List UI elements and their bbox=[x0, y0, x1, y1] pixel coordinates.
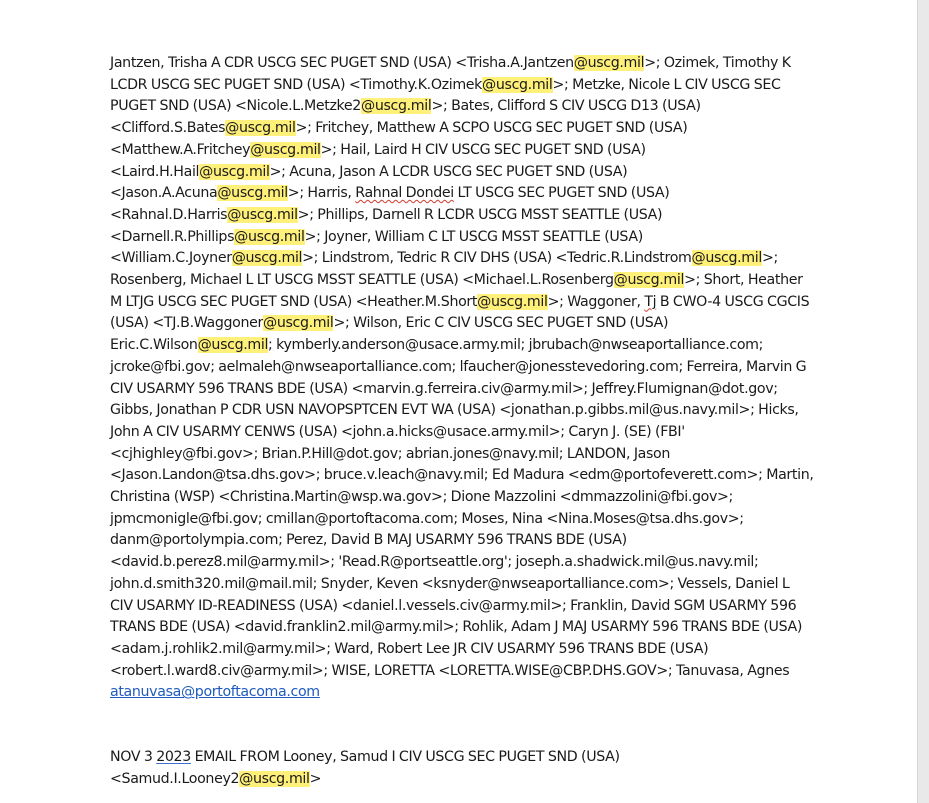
spelling-flagged-text: Tj bbox=[644, 293, 657, 310]
text-run: >; Phillips, Darnell R LCDR USCG MSST SEATTLE (USA) <Darnell.R.Phillips bbox=[110, 206, 666, 245]
email-from-paragraph bbox=[110, 747, 815, 790]
grammar-flagged-text: 2023 bbox=[156, 749, 191, 766]
paragraph-spacer bbox=[110, 704, 815, 747]
text-run: >; Bates, Clifford S CIV USCG D13 (USA) <Clifford.S.Bates bbox=[110, 98, 705, 137]
highlighted-domain: @uscg.mil bbox=[231, 250, 303, 267]
highlighted-domain: @uscg.mil bbox=[573, 55, 645, 71]
highlighted-domain: @uscg.mil bbox=[217, 185, 288, 202]
text-run: Jantzen, Trisha A CDR USCG SEC PUGET SND (USA) <Trisha.A.Jantzen bbox=[110, 55, 574, 71]
text-run: B CWO-4 USCG CGCIS (USA) <TJ.B.Waggoner bbox=[110, 293, 813, 332]
highlighted-domain: @uscg.mil bbox=[613, 272, 685, 289]
spelling-flagged-text: Rahnal Dondei bbox=[355, 185, 454, 202]
highlighted-domain: @uscg.mil bbox=[239, 771, 310, 788]
text-run: LT USCG SEC PUGET SND (USA) <Rahnal.D.Harris bbox=[110, 185, 674, 223]
highlighted-domain: @uscg.mil bbox=[197, 337, 269, 354]
text-run: >; Fritchey, Matthew A SCPO USCG SEC PUGET SND (USA) <Matthew.A.Fritchey bbox=[110, 120, 692, 158]
text-run: >; Acuna, Jason A LCDR USCG SEC PUGET SND (USA) <Jason.A.Acuna bbox=[110, 163, 631, 202]
text-run: > bbox=[309, 771, 322, 788]
text-run: EMAIL FROM Looney, Samud I CIV USCG SEC PUGET SND (USA) <Samud.I.Looney2 bbox=[110, 749, 624, 788]
email-link[interactable]: atanuvasa@portoftacoma.com bbox=[110, 684, 320, 701]
scrollbar-track[interactable] bbox=[918, 0, 929, 803]
text-run: >; Waggoner, bbox=[547, 293, 645, 310]
text-run: >; Short, Heather M LTJG USCG SEC PUGET SND (USA) <Heather.M.Short bbox=[110, 272, 807, 310]
text-run: >; Lindstrom, Tedric R CIV DHS (USA) <Tedric.R.Lindstrom bbox=[302, 250, 692, 267]
text-run: >; Rosenberg, Michael L LT USCG MSST SEATTLE (USA) <Michael.L.Rosenberg bbox=[110, 250, 782, 289]
highlighted-domain: @uscg.mil bbox=[250, 141, 321, 158]
text-run: >; Hail, Laird H CIV USCG SEC PUGET SND (USA) <Laird.H.Hail bbox=[110, 141, 650, 180]
text-run: >; Joyner, William C LT USCG MSST SEATTLE (USA) <William.C.Joyner bbox=[110, 228, 647, 267]
highlighted-domain: @uscg.mil bbox=[691, 250, 762, 267]
highlighted-domain: @uscg.mil bbox=[227, 206, 298, 223]
highlighted-domain: @uscg.mil bbox=[199, 163, 270, 180]
text-run: >; Metzke, Nicole L CIV USCG SEC PUGET SND (USA) <Nicole.L.Metzke2 bbox=[110, 76, 785, 115]
text-run: >; Harris, bbox=[287, 185, 356, 202]
document-body bbox=[110, 53, 818, 791]
text-run: ; kymberly.anderson@usace.army.mil; jbrubach@nwseaportalliance.com; jcroke@fbi.gov; aelmaleh@nwseaportalliance.com; lfaucher@jonesstevedoring.com; Ferreira, Marvin G CIV USARMY 596 TRANS BDE (USA) <marvin.g.ferreira.civ@army.mil>; Jeffrey.Flumignan@dot.gov; Gibbs, Jonathan P CDR USN NAVOPSPTCEN EVT WA (USA) <jonathan.p.gibbs.mil@us.navy.mil>; Hicks, John A CIV USARMY CENWS (USA) <john.a.hicks@usace.army.mil>; Caryn J. (SE) (FBI' <cjhighley@fbi.gov>; Brian.P.Hill@dot.gov; abrian.jones@navy.mil; LANDON, Jason <Jason.Landon@tsa.dhs.gov>; bruce.v.leach@navy.mil; Ed Madura <edm@portofeverett.com>; Martin, Christina (WSP) <Christina.Martin@wsp.wa.gov>; Dione Mazzolini <dmmazzolini@fbi.gov>; jpmcmonigle@fbi.gov; cmillan@portoftacoma.com; Moses, Nina <Nina.Moses@tsa.dhs.gov>; danm@portolympia.com; Perez, David B MAJ USARMY 596 TRANS BDE (USA) <david.b.perez8.mil@army.mil>; 'Read.R@portseattle.org'; joseph.a.shadwick.mil@us.navy.mil; john.d.smith320.mil@mail.mil; Snyder, Keven <ksnyder@nwseaportalliance.com>; Vessels, Daniel L CIV USARMY ID-READINESS (USA) <daniel.l.vessels.civ@army.mil>; Franklin, David SGM USARMY 596 TRANS BDE (USA) <david.franklin2.mil@army.mil>; Rohlik, Adam J MAJ USARMY 596 TRANS BDE (USA) <adam.j.rohlik2.mil@army.mil>; Ward, Robert Lee JR CIV USARMY 596 TRANS BDE (USA) <robert.l.ward8.civ@army.mil>; WISE, LORETTA <LORETTA.WISE@CBP.DHS.GOV>; Tanuvasa, Agnes bbox=[110, 337, 818, 679]
highlighted-domain: @uscg.mil bbox=[263, 315, 334, 332]
highlighted-domain: @uscg.mil bbox=[360, 98, 432, 115]
highlighted-domain: @uscg.mil bbox=[482, 76, 553, 93]
text-run: NOV 3 bbox=[110, 749, 157, 766]
highlighted-domain: @uscg.mil bbox=[234, 228, 305, 245]
highlighted-domain: @uscg.mil bbox=[225, 120, 296, 137]
text-run: >; Wilson, Eric C CIV USCG SEC PUGET SND (USA) Eric.C.Wilson bbox=[110, 315, 672, 354]
recipient-list-paragraph bbox=[110, 53, 818, 704]
highlighted-domain: @uscg.mil bbox=[477, 293, 548, 310]
text-run: >; Ozimek, Timothy K LCDR USCG SEC PUGET SND (USA) <Timothy.K.Ozimek bbox=[110, 55, 795, 93]
